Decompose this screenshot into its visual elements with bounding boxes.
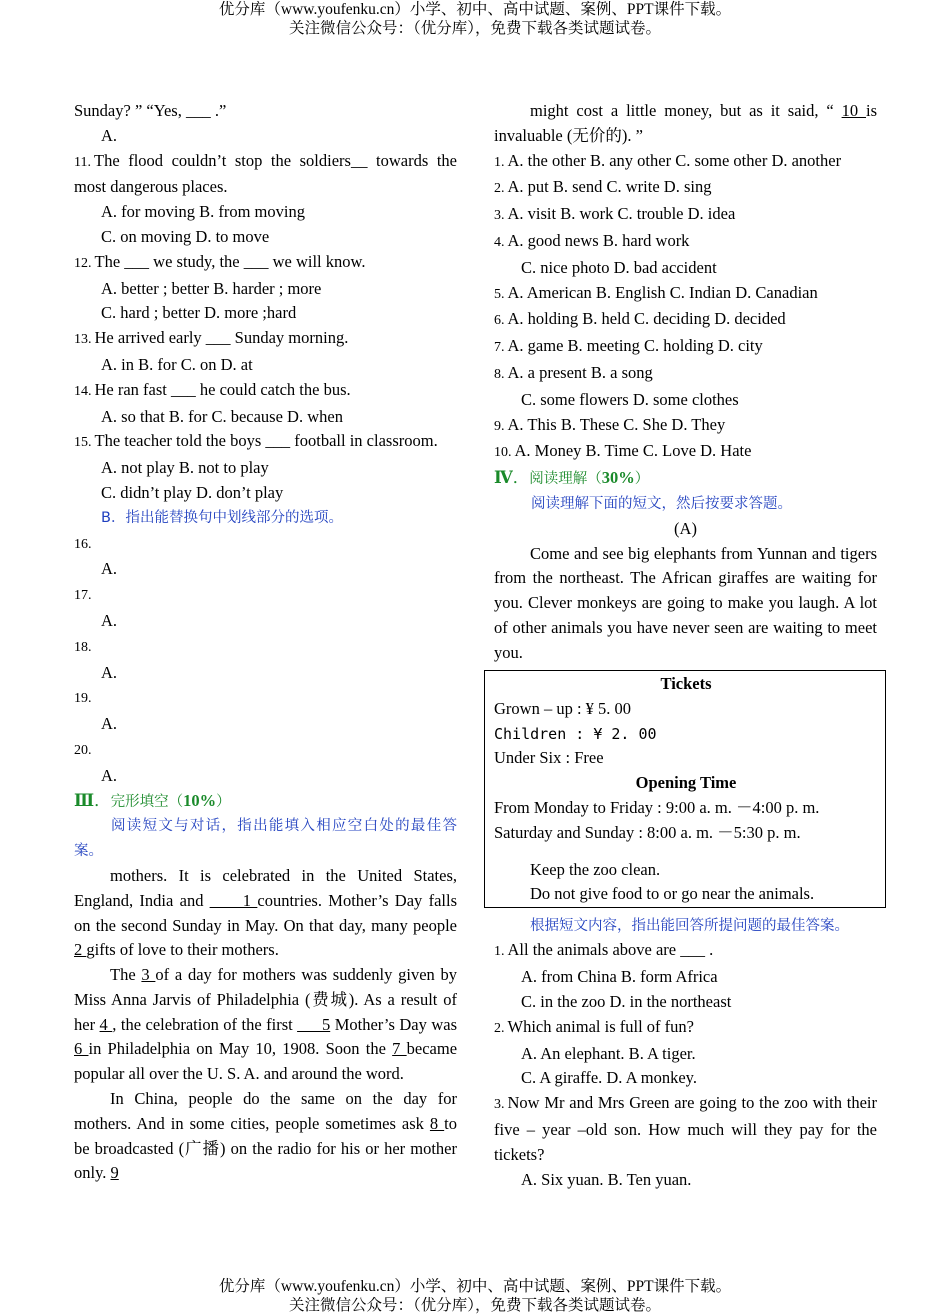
section-4-heading: Ⅳ．阅读理解（30%）: [494, 468, 650, 488]
blank-option: A.: [101, 662, 118, 682]
option-line: C. some flowers D. some clothes: [521, 389, 739, 409]
question-15: 15. The teacher told the boys ___ football in classroom.: [74, 431, 438, 451]
cloze-choice-3: 3. A. visit B. work C. trouble D. idea: [494, 204, 736, 224]
header-line-1: 优分库（www.youfenku.cn）小学、初中、高中试题、案例、PPT课件下载。: [218, 1, 732, 18]
cloze-choice-2: 2. A. put B. send C. write D. sing: [494, 177, 712, 197]
cloze-choice-7: 7. A. game B. meeting C. holding D. city: [494, 336, 763, 356]
option-line: A. better ; better B. harder ; more: [101, 278, 322, 298]
blank-option: A.: [101, 125, 118, 145]
ticket-children: Children : ¥ 2. 00: [494, 724, 657, 743]
right-column: [494, 99, 877, 1192]
passage-label: (A): [674, 518, 697, 538]
cloze-choice-4: 4. A. good news B. hard work: [494, 230, 690, 250]
zoo-rule-1: Keep the zoo clean.: [530, 859, 661, 879]
zoo-rule-2: Do not give food to or go near the animals.: [530, 884, 815, 904]
weekend-hours: Saturday and Sunday : 8:00 a. m. －5:30 p. m.: [494, 822, 801, 842]
question-13: 13. He arrived early ___ Sunday morning.: [74, 328, 349, 348]
cloze-choice-1: 1. A. the other B. any other C. some other D. another: [494, 150, 842, 170]
page-footer: [0, 1277, 950, 1315]
option-line: C. hard ; better D. more ;hard: [101, 303, 297, 323]
cloze-paragraph-2: The 3 of a day for mothers was suddenly given by Miss Anna Jarvis of Philadelphia (费城). As a result of her 4 , the celebration of the first ___5 Mother’s Day was 6 in Philadelphia on May 10, 1908. Soon the 7 became popular all over the U. S. A. and around the word.: [74, 965, 458, 1084]
reading-passage: Come and see big elephants from Yunnan and tigers from the northeast. The African giraffes are waiting for you. Clever monkeys are going to make you laugh. A lot of other animals you have never seen are waiting to meet you.: [494, 543, 877, 662]
option-line: C. in the zoo D. in the northeast: [521, 991, 732, 1011]
question-19: 19.: [74, 691, 92, 707]
cloze-choice-6: 6. A. holding B. held C. deciding D. decided: [494, 309, 786, 329]
page-header: [0, 0, 950, 38]
option-line: A. An elephant. B. A tiger.: [521, 1043, 696, 1063]
footer-line-1: 优分库（www.youfenku.cn）小学、初中、高中试题、案例、PPT课件下载。: [218, 1278, 732, 1295]
cloze-paragraph-3: In China, people do the same on the day for mothers. And in some cities, people sometimes ask 8 to be broadcasted (广播) on the radio for his or her mother only. 9: [74, 1089, 458, 1183]
cloze-choice-9: 9. A. This B. These C. She D. They: [494, 414, 726, 434]
section-3-heading: Ⅲ．完形填空（10%）: [74, 790, 231, 810]
question-17: 17.: [74, 588, 92, 604]
option-line: A. from China B. form Africa: [521, 967, 718, 987]
opening-time-title: Opening Time: [635, 773, 737, 793]
option-line: A. so that B. for C. because D. when: [101, 406, 343, 426]
cloze-paragraph-end: might cost a little money, but as it said, “ 10 is invaluable (无价的). ”: [494, 101, 878, 145]
option-line: A. for moving B. from moving: [101, 202, 305, 222]
blank-option: A.: [101, 610, 118, 630]
section-3-instruction: 阅读短文与对话，指出能填入相应空白处的最佳答案。: [74, 818, 457, 860]
question-12: 12. The ___ we study, the ___ we will know.: [74, 251, 366, 271]
option-line: A. not play B. not to play: [101, 458, 269, 478]
ticket-under-six: Under Six : Free: [494, 748, 604, 768]
question-11: 11. The flood couldn’t stop the soldiers__ towards the most dangerous places.: [74, 150, 457, 197]
question-18: 18.: [74, 639, 92, 655]
blank-option: A.: [101, 765, 118, 785]
cloze-choice-10: 10. A. Money B. Time C. Love D. Hate: [494, 441, 752, 461]
cloze-paragraph-1: mothers. It is celebrated in the United States, England, India and ____1 countries. Mother’s Day falls on the second Sunday in May. On that day, many people 2 gifts of love to their mothers.: [74, 865, 458, 960]
tickets-box: [484, 670, 886, 908]
section-4-instruction: 阅读理解下面的短文，然后按要求答题。: [531, 495, 792, 512]
reading-instruction: 根据短文内容，指出能回答所提问题的最佳答案。: [530, 917, 849, 934]
reading-question-3: 3. Now Mr and Mrs Green are going to the zoo with their five – year –old son. How much will they pay for the tickets?: [494, 1093, 877, 1164]
option-line: C. A giraffe. D. A monkey.: [521, 1068, 697, 1088]
footer-line-2: 关注微信公众号：（优分库），免费下载各类试题试卷。: [288, 1297, 661, 1314]
option-line: C. on moving D. to move: [101, 226, 270, 246]
question-14: 14. He ran fast ___ he could catch the bus.: [74, 379, 351, 399]
option-line: A. in B. for C. on D. at: [101, 354, 253, 374]
left-column: [74, 99, 457, 1186]
weekday-hours: From Monday to Friday : 9:00 a. m. －4:00 p. m.: [494, 797, 820, 817]
reading-question-2: 2. Which animal is full of fun?: [494, 1016, 694, 1036]
blank-option: A.: [101, 714, 118, 734]
header-line-2: 关注微信公众号：（优分库），免费下载各类试题试卷。: [288, 20, 661, 37]
question-16: 16.: [74, 536, 92, 552]
tickets-title: Tickets: [660, 674, 712, 693]
text-line: Sunday? ” “Yes, ___ .”: [74, 101, 227, 120]
reading-question-1: 1. All the animals above are ___ .: [494, 940, 714, 960]
blank-option: A.: [101, 559, 118, 579]
option-line: A. Six yuan. B. Ten yuan.: [521, 1169, 692, 1189]
cloze-choice-5: 5. A. American B. English C. Indian D. Canadian: [494, 282, 818, 302]
section-b-instruction: B．指出能替换句中划线部分的选项。: [101, 509, 343, 526]
ticket-grown-up: Grown – up : ¥ 5. 00: [494, 698, 632, 718]
option-line: C. nice photo D. bad accident: [521, 257, 717, 277]
option-line: C. didn’t play D. don’t play: [101, 482, 284, 502]
question-20: 20.: [74, 742, 92, 758]
cloze-choice-8: 8. A. a present B. a song: [494, 362, 653, 382]
